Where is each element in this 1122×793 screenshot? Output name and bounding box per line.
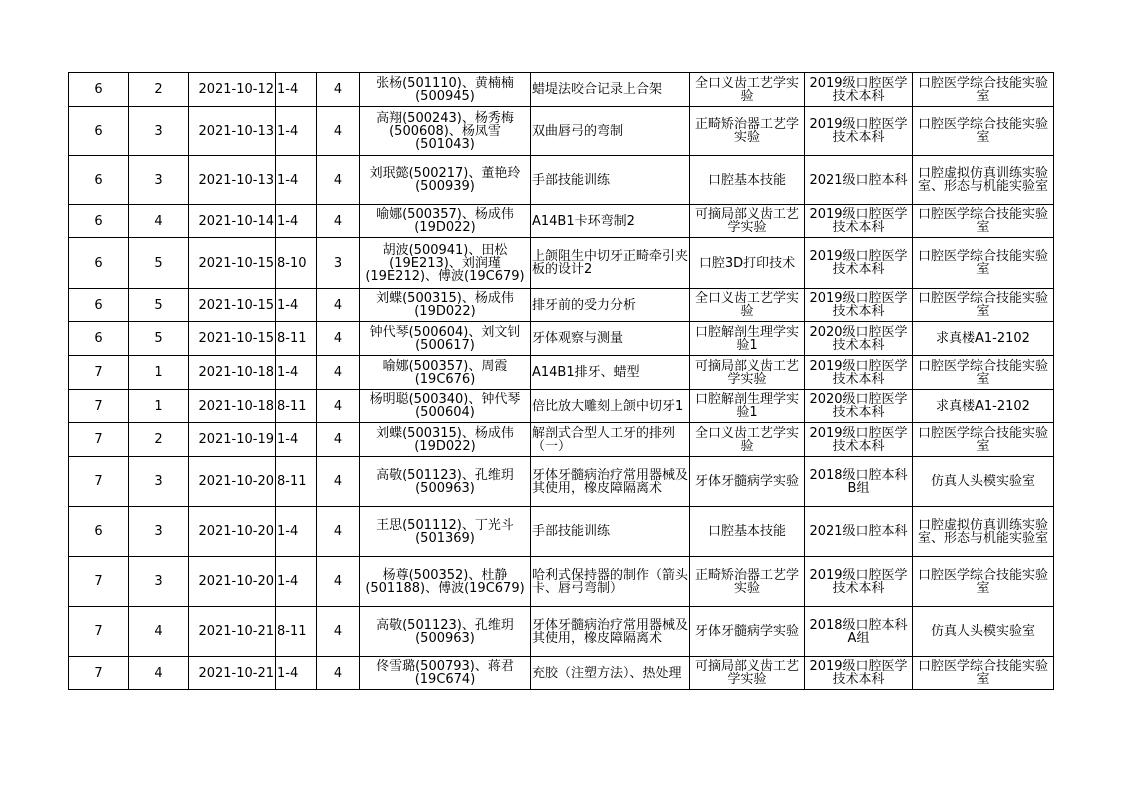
date-cell: 2021-10-15 — [189, 289, 276, 322]
content-cell: 牙体牙髓病治疗常用器械及其使用，橡皮障隔离术 — [531, 607, 690, 657]
week-cell: 6 — [69, 73, 129, 107]
teachers-cell: 高敬(501123)、孔维玥(500963) — [360, 457, 531, 507]
periods-cell: 8-11 — [276, 322, 317, 356]
room-cell: 口腔医学综合技能实验室 — [913, 238, 1054, 289]
teachers-cell: 胡波(500941)、田松(19E213)、刘润瑾(19E212)、傅波(19C679) — [360, 238, 531, 289]
schedule-table — [68, 72, 1054, 690]
room-cell: 口腔虚拟仿真训练实验室、形态与机能实验室 — [913, 507, 1054, 557]
schedule-body — [69, 73, 1054, 690]
teachers-cell: 刘蝶(500315)、杨成伟(19D022) — [360, 289, 531, 322]
content-cell: 双曲唇弓的弯制 — [531, 107, 690, 156]
content-cell: 排牙前的受力分析 — [531, 289, 690, 322]
teachers-cell: 高翔(500243)、杨秀梅(500608)、杨凤雪(501043) — [360, 107, 531, 156]
content-cell: 手部技能训练 — [531, 156, 690, 205]
room-cell: 仿真人头模实验室 — [913, 607, 1054, 657]
periods-cell: 1-4 — [276, 289, 317, 322]
class-cell: 2019级口腔医学技术本科 — [805, 73, 913, 107]
room-cell: 口腔医学综合技能实验室 — [913, 557, 1054, 607]
date-cell: 2021-10-20 — [189, 557, 276, 607]
date-cell: 2021-10-15 — [189, 322, 276, 356]
hours-cell: 4 — [317, 390, 360, 423]
teachers-cell: 刘蝶(500315)、杨成伟(19D022) — [360, 423, 531, 457]
table-row — [69, 557, 1054, 607]
date-cell: 2021-10-21 — [189, 607, 276, 657]
weekday-cell: 4 — [129, 607, 189, 657]
room-cell: 口腔医学综合技能实验室 — [913, 107, 1054, 156]
week-cell: 6 — [69, 322, 129, 356]
teachers-cell: 王思(501112)、丁光斗(501369) — [360, 507, 531, 557]
hours-cell: 4 — [317, 457, 360, 507]
hours-cell: 3 — [317, 238, 360, 289]
weekday-cell: 2 — [129, 73, 189, 107]
table-row — [69, 423, 1054, 457]
week-cell: 7 — [69, 557, 129, 607]
week-cell: 6 — [69, 238, 129, 289]
content-cell: A14B1卡环弯制2 — [531, 205, 690, 238]
periods-cell: 8-11 — [276, 390, 317, 423]
content-cell: 牙体观察与测量 — [531, 322, 690, 356]
weekday-cell: 5 — [129, 238, 189, 289]
periods-cell: 1-4 — [276, 107, 317, 156]
week-cell: 6 — [69, 507, 129, 557]
hours-cell: 4 — [317, 423, 360, 457]
periods-cell: 1-4 — [276, 356, 317, 390]
weekday-cell: 3 — [129, 107, 189, 156]
weekday-cell: 4 — [129, 657, 189, 690]
room-cell: 口腔虚拟仿真训练实验室、形态与机能实验室 — [913, 156, 1054, 205]
hours-cell: 4 — [317, 557, 360, 607]
week-cell: 7 — [69, 390, 129, 423]
content-cell: 倍比放大雕刻上颌中切牙1 — [531, 390, 690, 423]
table-row — [69, 322, 1054, 356]
hours-cell: 4 — [317, 607, 360, 657]
hours-cell: 4 — [317, 107, 360, 156]
periods-cell: 1-4 — [276, 507, 317, 557]
teachers-cell: 钟代琴(500604)、刘文钊(500617) — [360, 322, 531, 356]
weekday-cell: 1 — [129, 356, 189, 390]
table-row — [69, 107, 1054, 156]
date-cell: 2021-10-21 — [189, 657, 276, 690]
periods-cell: 1-4 — [276, 156, 317, 205]
course-cell: 牙体牙髓病学实验 — [690, 607, 805, 657]
weekday-cell: 1 — [129, 390, 189, 423]
course-cell: 全口义齿工艺学实验 — [690, 423, 805, 457]
table-row — [69, 238, 1054, 289]
table-row — [69, 507, 1054, 557]
class-cell: 2019级口腔医学技术本科 — [805, 557, 913, 607]
hours-cell: 4 — [317, 205, 360, 238]
class-cell: 2020级口腔医学技术本科 — [805, 322, 913, 356]
room-cell: 口腔医学综合技能实验室 — [913, 423, 1054, 457]
table-row — [69, 390, 1054, 423]
table-row — [69, 73, 1054, 107]
course-cell: 正畸矫治器工艺学实验 — [690, 557, 805, 607]
hours-cell: 4 — [317, 657, 360, 690]
class-cell: 2018级口腔本科B组 — [805, 457, 913, 507]
content-cell: 牙体牙髓病治疗常用器械及其使用，橡皮障隔离术 — [531, 457, 690, 507]
weekday-cell: 5 — [129, 322, 189, 356]
room-cell: 求真楼A1-2102 — [913, 322, 1054, 356]
hours-cell: 4 — [317, 322, 360, 356]
course-cell: 可摘局部义齿工艺学实验 — [690, 356, 805, 390]
class-cell: 2018级口腔本科A组 — [805, 607, 913, 657]
date-cell: 2021-10-13 — [189, 156, 276, 205]
hours-cell: 4 — [317, 507, 360, 557]
week-cell: 6 — [69, 107, 129, 156]
hours-cell: 4 — [317, 356, 360, 390]
room-cell: 求真楼A1-2102 — [913, 390, 1054, 423]
content-cell: 哈利式保持器的制作（箭头卡、唇弓弯制） — [531, 557, 690, 607]
course-cell: 口腔解剖生理学实验1 — [690, 390, 805, 423]
content-cell: 充胶（注塑方法）、热处理 — [531, 657, 690, 690]
weekday-cell: 4 — [129, 205, 189, 238]
week-cell: 7 — [69, 607, 129, 657]
class-cell: 2019级口腔医学技术本科 — [805, 238, 913, 289]
content-cell: 上颌阻生中切牙正畸牵引夹板的设计2 — [531, 238, 690, 289]
room-cell: 口腔医学综合技能实验室 — [913, 356, 1054, 390]
table-row — [69, 457, 1054, 507]
class-cell: 2019级口腔医学技术本科 — [805, 356, 913, 390]
course-cell: 口腔基本技能 — [690, 507, 805, 557]
teachers-cell: 喻娜(500357)、杨成伟(19D022) — [360, 205, 531, 238]
teachers-cell: 杨明聪(500340)、钟代琴(500604) — [360, 390, 531, 423]
table-row — [69, 156, 1054, 205]
hours-cell: 4 — [317, 156, 360, 205]
week-cell: 7 — [69, 657, 129, 690]
teachers-cell: 杨尊(500352)、杜静(501188)、傅波(19C679) — [360, 557, 531, 607]
course-cell: 牙体牙髓病学实验 — [690, 457, 805, 507]
class-cell: 2021级口腔本科 — [805, 507, 913, 557]
class-cell: 2019级口腔医学技术本科 — [805, 423, 913, 457]
week-cell: 7 — [69, 356, 129, 390]
room-cell: 口腔医学综合技能实验室 — [913, 205, 1054, 238]
date-cell: 2021-10-18 — [189, 356, 276, 390]
hours-cell: 4 — [317, 289, 360, 322]
course-cell: 口腔3D打印技术 — [690, 238, 805, 289]
periods-cell: 1-4 — [276, 557, 317, 607]
table-row — [69, 205, 1054, 238]
room-cell: 仿真人头模实验室 — [913, 457, 1054, 507]
week-cell: 6 — [69, 156, 129, 205]
weekday-cell: 3 — [129, 457, 189, 507]
periods-cell: 8-11 — [276, 607, 317, 657]
periods-cell: 1-4 — [276, 205, 317, 238]
periods-cell: 1-4 — [276, 657, 317, 690]
weekday-cell: 3 — [129, 156, 189, 205]
course-cell: 口腔基本技能 — [690, 156, 805, 205]
teachers-cell: 佟雪璐(500793)、蒋君(19C674) — [360, 657, 531, 690]
content-cell: A14B1排牙、蜡型 — [531, 356, 690, 390]
class-cell: 2019级口腔医学技术本科 — [805, 205, 913, 238]
course-cell: 正畸矫治器工艺学实验 — [690, 107, 805, 156]
week-cell: 6 — [69, 289, 129, 322]
table-row — [69, 607, 1054, 657]
table-row — [69, 289, 1054, 322]
date-cell: 2021-10-12 — [189, 73, 276, 107]
course-cell: 全口义齿工艺学实验 — [690, 73, 805, 107]
date-cell: 2021-10-13 — [189, 107, 276, 156]
class-cell: 2019级口腔医学技术本科 — [805, 657, 913, 690]
hours-cell: 4 — [317, 73, 360, 107]
weekday-cell: 3 — [129, 507, 189, 557]
room-cell: 口腔医学综合技能实验室 — [913, 657, 1054, 690]
week-cell: 7 — [69, 457, 129, 507]
weekday-cell: 3 — [129, 557, 189, 607]
course-cell: 口腔解剖生理学实验1 — [690, 322, 805, 356]
date-cell: 2021-10-15 — [189, 238, 276, 289]
class-cell: 2019级口腔医学技术本科 — [805, 289, 913, 322]
course-cell: 全口义齿工艺学实验 — [690, 289, 805, 322]
date-cell: 2021-10-19 — [189, 423, 276, 457]
periods-cell: 1-4 — [276, 423, 317, 457]
teachers-cell: 张杨(501110)、黄楠楠(500945) — [360, 73, 531, 107]
course-cell: 可摘局部义齿工艺学实验 — [690, 205, 805, 238]
date-cell: 2021-10-20 — [189, 457, 276, 507]
periods-cell: 1-4 — [276, 73, 317, 107]
teachers-cell: 喻娜(500357)、周霞(19C676) — [360, 356, 531, 390]
room-cell: 口腔医学综合技能实验室 — [913, 289, 1054, 322]
week-cell: 7 — [69, 423, 129, 457]
class-cell: 2021级口腔本科 — [805, 156, 913, 205]
teachers-cell: 高敬(501123)、孔维玥(500963) — [360, 607, 531, 657]
week-cell: 6 — [69, 205, 129, 238]
content-cell: 解剖式合型人工牙的排列（一） — [531, 423, 690, 457]
periods-cell: 8-10 — [276, 238, 317, 289]
weekday-cell: 2 — [129, 423, 189, 457]
date-cell: 2021-10-18 — [189, 390, 276, 423]
periods-cell: 8-11 — [276, 457, 317, 507]
class-cell: 2019级口腔医学技术本科 — [805, 107, 913, 156]
course-cell: 可摘局部义齿工艺学实验 — [690, 657, 805, 690]
class-cell: 2020级口腔医学技术本科 — [805, 390, 913, 423]
date-cell: 2021-10-20 — [189, 507, 276, 557]
teachers-cell: 刘珉懿(500217)、董艳玲(500939) — [360, 156, 531, 205]
content-cell: 手部技能训练 — [531, 507, 690, 557]
weekday-cell: 5 — [129, 289, 189, 322]
table-row — [69, 356, 1054, 390]
room-cell: 口腔医学综合技能实验室 — [913, 73, 1054, 107]
content-cell: 蜡堤法咬合记录上合架 — [531, 73, 690, 107]
date-cell: 2021-10-14 — [189, 205, 276, 238]
table-row — [69, 657, 1054, 690]
